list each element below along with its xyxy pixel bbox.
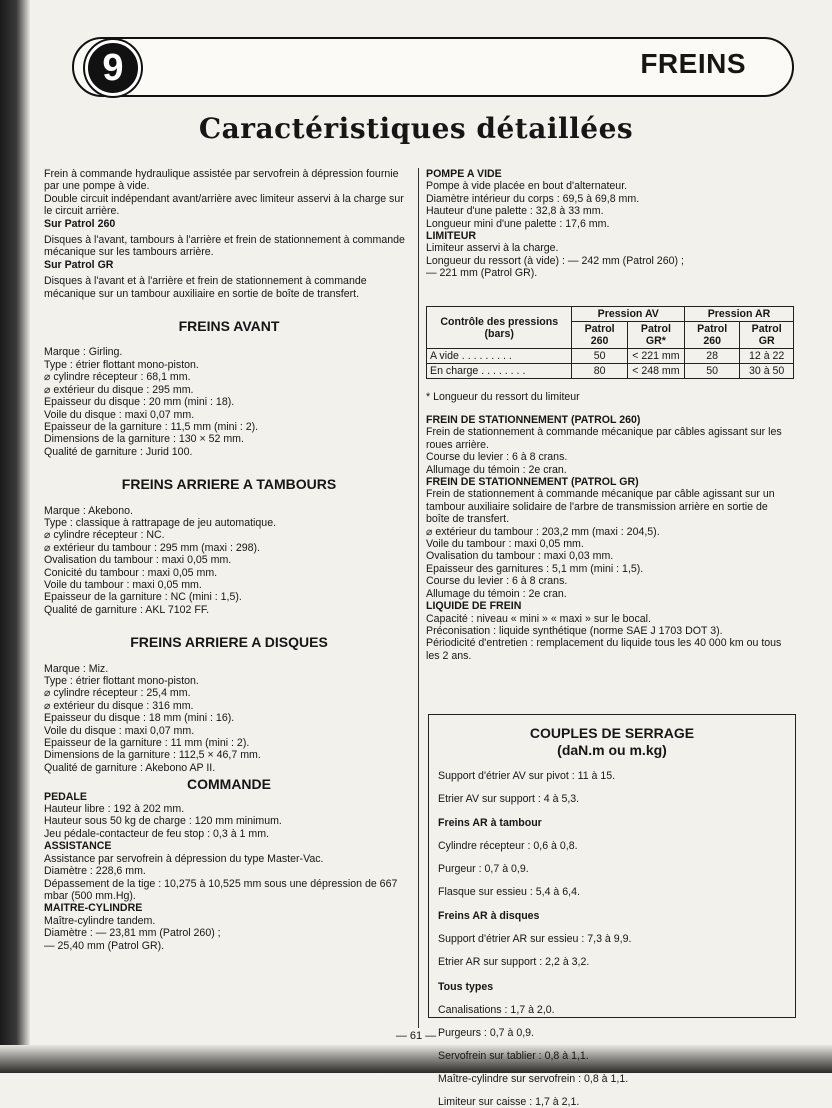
spec-line: Hauteur libre : 192 à 202 mm.	[44, 803, 185, 816]
table-header: Patrol GR*	[627, 322, 684, 349]
spec-line: Support d'étrier AV sur pivot : 11 à 15.	[438, 769, 616, 782]
table-header: Patrol GR	[740, 322, 794, 349]
spec-line: ⌀ extérieur du tambour : 203,2 mm (maxi : 204,5).	[426, 525, 660, 538]
section-subtitle: LIMITEUR	[426, 230, 477, 243]
right-column	[426, 168, 794, 280]
section-title: FREINS ARRIERE A DISQUES	[130, 634, 328, 651]
spec-line: Purgeur : 0,7 à 0,9.	[438, 863, 529, 875]
torque-group-title: Freins AR à tambour	[438, 817, 542, 829]
chapter-title: FREINS	[640, 48, 746, 79]
spec-line: Longueur mini d'une palette : 17,6 mm.	[426, 217, 610, 230]
table-header: Pression AV	[572, 307, 685, 322]
table-cell: < 248 mm	[627, 364, 684, 379]
torque-group-title: Freins AR à disques	[438, 910, 540, 923]
left-column	[44, 168, 414, 952]
spec-line: Assistance par servofrein à dépression du type Master-Vac.	[44, 852, 324, 865]
spec-line: Voile du disque : maxi 0,07 mm.	[44, 408, 195, 421]
spec-line: Préconisation : liquide synthétique (norme SAE J 1703 DOT 3).	[426, 624, 723, 637]
spec-line: Hauteur sous 50 kg de charge : 120 mm minimum.	[44, 815, 282, 828]
torque-groups	[429, 817, 795, 1108]
binding-edge	[0, 0, 30, 1073]
spec-list	[429, 770, 795, 805]
spec-line: Longueur du ressort (à vide) : — 242 mm (Patrol 260) ;	[426, 254, 684, 267]
spec-line: Flasque sur essieu : 5,4 à 6,4.	[438, 886, 580, 898]
spec-line: Purgeurs : 0,7 à 0,9.	[438, 1026, 534, 1039]
table-cell: 50	[685, 364, 740, 379]
spec-line: Dimensions de la garniture : 112,5 × 46,7 mm.	[44, 749, 261, 762]
spec-line: Diamètre : — 23,81 mm (Patrol 260) ;	[44, 927, 221, 940]
torque-box	[428, 714, 796, 1108]
spec-line: Maître-cylindre sur servofrein : 0,8 à 1,1.	[438, 1072, 629, 1085]
section-subtitle: FREIN DE STATIONNEMENT (PATROL 260)	[426, 414, 641, 426]
spec-list	[426, 488, 794, 600]
spec-line: Canalisations : 1,7 à 2,0.	[438, 1003, 555, 1016]
spec-line: Support d'étrier AR sur essieu : 7,3 à 9,9.	[438, 933, 632, 946]
spec-list	[44, 505, 414, 617]
spec-list	[44, 853, 414, 903]
section-subtitle: Sur Patrol GR	[44, 258, 114, 271]
spec-line: Ovalisation du tambour : maxi 0,03 mm.	[426, 550, 614, 563]
spec-line: Allumage du témoin : 2e cran.	[426, 587, 567, 600]
spec-line: Limiteur asservi à la charge.	[426, 242, 559, 255]
spec-line: Qualité de garniture : AKL 7102 FF.	[44, 603, 210, 616]
spec-line: — 221 mm (Patrol GR).	[426, 267, 538, 280]
section-title: FREINS AVANT	[178, 318, 280, 335]
spec-line: ⌀ extérieur du disque : 295 mm.	[44, 383, 194, 396]
spec-line: ⌀ extérieur du disque : 316 mm.	[44, 699, 194, 712]
section-subtitle: MAITRE-CYLINDRE	[44, 902, 143, 915]
paragraph: Disques à l'avant, tambours à l'arrière et frein de stationnement à commande mécanique sur les tambours arrière.	[44, 234, 405, 259]
table-cell: 30 à 50	[740, 364, 794, 379]
spec-line: Type : étrier flottant mono-piston.	[44, 675, 199, 687]
spec-line: Marque : Girling.	[44, 346, 123, 359]
table-cell: 50	[572, 349, 627, 364]
section-subtitle: FREIN DE STATIONNEMENT (PATROL GR)	[426, 476, 639, 489]
pressure-table	[426, 306, 794, 379]
spec-line: Epaisseur de la garniture : 11,5 mm (mini : 2).	[44, 420, 259, 433]
spec-line: Cylindre récepteur : 0,6 à 0,8.	[438, 840, 578, 852]
table-cell: 28	[685, 349, 740, 364]
spec-list	[426, 242, 794, 279]
table-header: Patrol 260	[685, 322, 740, 349]
spec-line: Conicité du tambour : maxi 0,05 mm.	[44, 566, 218, 579]
spec-line: ⌀ cylindre récepteur : 25,4 mm.	[44, 687, 191, 700]
table-row	[427, 364, 794, 379]
spec-line: Type : classique à rattrapage de jeu automatique.	[44, 516, 277, 529]
section-subtitle: LIQUIDE DE FREIN	[426, 600, 522, 613]
spec-line: Jeu pédale-contacteur de feu stop : 0,3 à 1 mm.	[44, 827, 269, 840]
table-note: * Longueur du ressort du limiteur	[426, 391, 580, 403]
table-row	[427, 349, 794, 364]
spec-line: Capacité : niveau « mini » « maxi » sur le bocal.	[426, 612, 651, 625]
spec-line: Epaisseur du disque : 20 mm (mini : 18).	[44, 396, 235, 409]
section-subtitle: POMPE A VIDE	[426, 168, 502, 180]
spec-line: Type : étrier flottant mono-piston.	[44, 358, 199, 371]
spec-line: Epaisseur de la garniture : NC (mini : 1,5).	[44, 591, 242, 604]
spec-list	[44, 663, 414, 775]
spec-list	[44, 915, 414, 952]
torque-subtitle: (daN.m ou m.kg)	[557, 742, 667, 758]
spec-line: Frein de stationnement à commande mécanique par câble agissant sur un tambour auxiliaire solidaire de l'arbre de transmission arrière en sortie de boîte de transfert.	[426, 488, 775, 526]
spec-line: Dimensions de la garniture : 130 × 52 mm.	[44, 433, 244, 446]
spec-line: ⌀ cylindre récepteur : 68,1 mm.	[44, 371, 191, 384]
page-title: Caractéristiques détaillées	[198, 112, 634, 145]
spec-line: Pompe à vide placée en bout d'alternateur.	[426, 180, 628, 193]
spec-line: Allumage du témoin : 2e cran.	[426, 463, 567, 476]
section-subtitle: ASSISTANCE	[44, 840, 112, 853]
spec-line: ⌀ extérieur du tambour : 295 mm (maxi : 298).	[44, 541, 260, 554]
spec-line: Voile du tambour : maxi 0,05 mm.	[426, 538, 584, 551]
chapter-number: 9	[85, 40, 141, 96]
spec-line: Maître-cylindre tandem.	[44, 914, 156, 927]
spec-list	[426, 613, 794, 663]
table-header: Pression AR	[685, 307, 794, 322]
spec-line: Limiteur sur caisse : 1,7 à 2,1.	[438, 1095, 580, 1108]
table-header: Patrol 260	[572, 322, 627, 349]
spec-line: Epaisseur de la garniture : 11 mm (mini : 2).	[44, 737, 250, 750]
spec-line: Frein de stationnement à commande mécanique par câbles agissant sur les roues arrière.	[426, 426, 782, 451]
spec-line: Périodicité d'entretien : remplacement du liquide tous les 40 000 km ou tous les 2 ans.	[426, 637, 782, 662]
table-cell: 80	[572, 364, 627, 379]
table-header: Contrôle des pressions (bars)	[427, 307, 572, 349]
spec-line: Qualité de garniture : Jurid 100.	[44, 445, 193, 458]
spec-line: Voile du disque : maxi 0,07 mm.	[44, 724, 195, 737]
spec-line: Voile du tambour : maxi 0,05 mm.	[44, 578, 202, 591]
spec-line: Diamètre intérieur du corps : 69,5 à 69,8 mm.	[426, 192, 640, 205]
spec-line: Etrier AV sur support : 4 à 5,3.	[438, 792, 580, 805]
spec-list	[426, 426, 794, 476]
section-title: FREINS ARRIERE A TAMBOURS	[121, 476, 337, 493]
spec-line: Marque : Akebono.	[44, 504, 133, 517]
spec-line: Ovalisation du tambour : maxi 0,05 mm.	[44, 554, 232, 567]
intro-line: Frein à commande hydraulique assistée par servofrein à dépression fournie par une pompe à vide.	[44, 168, 399, 193]
spec-line: — 25,40 mm (Patrol GR).	[44, 939, 165, 952]
section-title: COMMANDE	[187, 776, 271, 793]
spec-line: Dépassement de la tige : 10,275 à 10,525 mm sous une dépression de 667 mbar (500 mm.Hg).	[44, 877, 398, 902]
section-subtitle: PEDALE	[44, 790, 87, 803]
table-cell: < 221 mm	[627, 349, 684, 364]
spec-line: ⌀ cylindre récepteur : NC.	[44, 529, 165, 542]
section-subtitle: Sur Patrol 260	[44, 217, 116, 230]
spec-list	[44, 803, 414, 840]
column-divider	[418, 168, 419, 1028]
spec-line: Marque : Miz.	[44, 662, 109, 675]
spec-line: Qualité de garniture : Akebono AP II.	[44, 761, 216, 774]
spec-line: Course du levier : 6 à 8 crans.	[426, 575, 568, 588]
paragraph: Disques à l'avant et à l'arrière et frein de stationnement à commande mécanique sur un tambour auxiliaire en sortie de boîte de transfert.	[44, 275, 367, 300]
right-column-lower	[426, 414, 794, 662]
spec-line: Hauteur d'une palette : 32,8 à 33 mm.	[426, 205, 604, 218]
intro-line: Double circuit indépendant avant/arrière avec limiteur asservi à la charge sur le circuit arrière.	[44, 192, 404, 218]
spec-list	[44, 346, 414, 458]
spec-line: Course du levier : 6 à 8 crans.	[426, 451, 568, 464]
spec-line: Etrier AR sur support : 2,2 à 3,2.	[438, 956, 590, 969]
table-cell: A vide . . . . . . . . .	[427, 349, 572, 364]
spec-line: Epaisseur des garnitures : 5,1 mm (mini : 1,5).	[426, 562, 644, 575]
page-number: — 61 —	[395, 1030, 437, 1042]
spec-line: Epaisseur du disque : 18 mm (mini : 16).	[44, 712, 235, 725]
spec-line: Diamètre : 228,6 mm.	[44, 865, 146, 878]
table-cell: En charge . . . . . . . .	[427, 364, 572, 379]
torque-title: COUPLES DE SERRAGE	[529, 725, 695, 741]
spec-line: Servofrein sur tablier : 0,8 à 1,1.	[438, 1049, 589, 1062]
table-cell: 12 à 22	[740, 349, 794, 364]
torque-group-title: Tous types	[438, 980, 494, 993]
spec-list	[426, 180, 794, 230]
